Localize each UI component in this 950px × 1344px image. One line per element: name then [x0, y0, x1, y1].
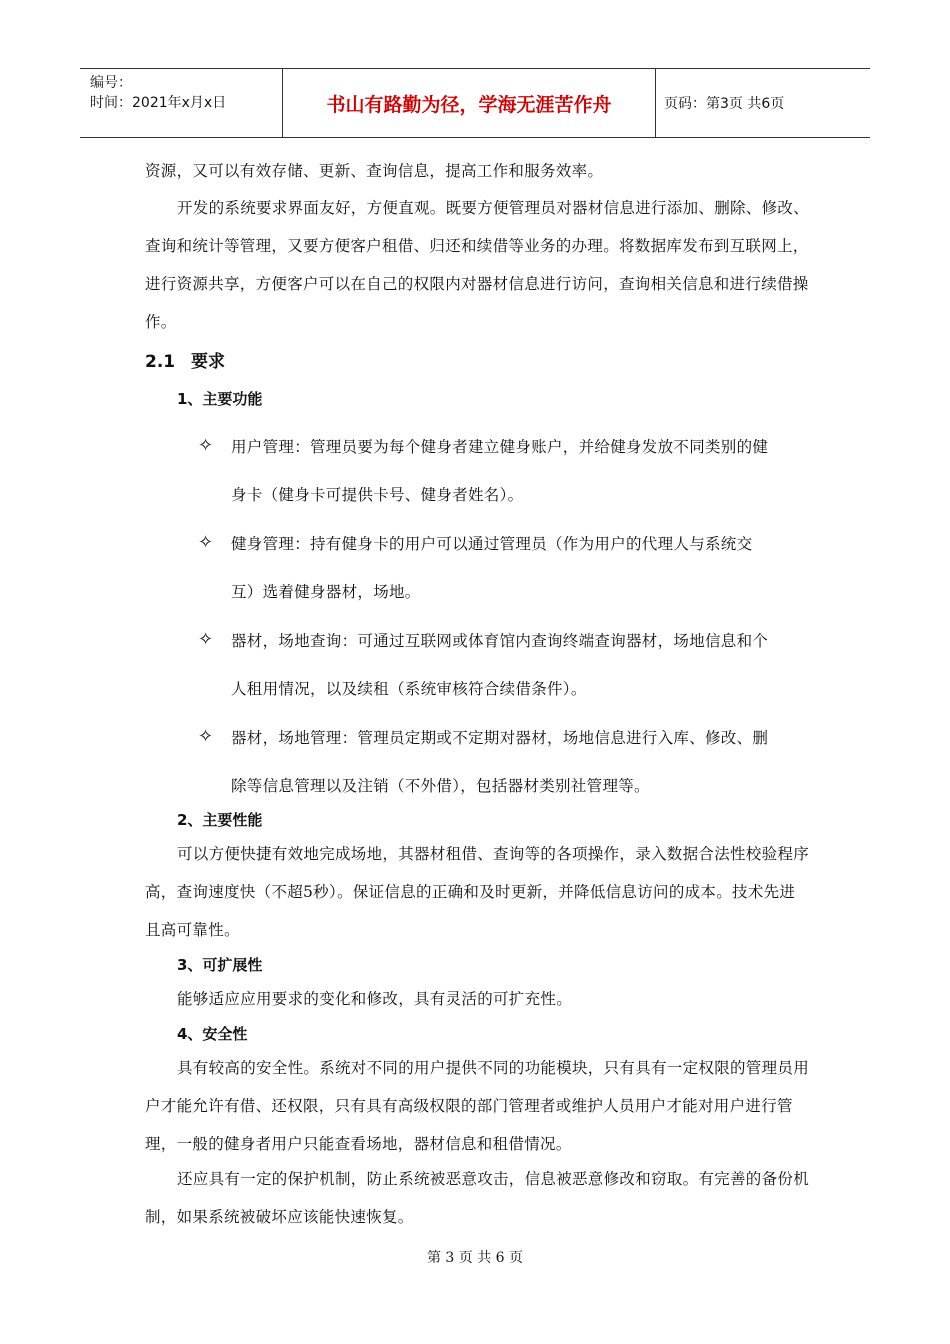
bullet-text-line: 器材，场地查询：可通过互联网或体育馆内查询终端查询器材，场地信息和个 [231, 632, 769, 650]
bullet-text-line: 互）选着健身器材，场地。 [231, 583, 421, 601]
bullet-text-line: 用户管理：管理员要为每个健身者建立健身账户，并给健身发放不同类别的健 [231, 438, 769, 456]
paragraph-extensibility: 能够适应应用要求的变化和修改，具有灵活的可扩充性。 [177, 990, 573, 1008]
paragraph-continuation: 资源，又可以有效存储、更新、查询信息，提高工作和服务效率。 [145, 162, 604, 180]
paragraph-protection: 还应具有一定的保护机制，防止系统被恶意攻击，信息被恶意修改和窃取。有完善的备份机制，如果系统被破坏应该能快速恢复。 [145, 1170, 810, 1226]
subsection-performance: 2、主要性能 [177, 811, 263, 829]
page-header [80, 68, 870, 138]
header-meta [80, 69, 282, 137]
bullet-text-line: 器材，场地管理：管理员定期或不定期对器材，场地信息进行入库、修改、删 [231, 729, 769, 747]
page-footer: 第 3 页 共 6 页 [426, 1250, 524, 1266]
star-bullet-icon: ✧ [198, 532, 214, 553]
star-bullet-icon: ✧ [198, 726, 214, 747]
section-heading [145, 347, 225, 372]
paragraph-performance: 可以方便快捷有效地完成场地，其器材租借、查询等的各项操作，录入数据合法性校验程序高，查询速度快（不超5秒）。保证信息的正确和及时更新，并降低信息访问的成本。技术先进且高可靠性。 [145, 845, 810, 939]
header-page-info: 页码：第3页 共6页 [664, 96, 785, 112]
header-motto: 书山有路勤为径，学海无涯苦作舟 [282, 69, 656, 137]
subsection-main-functions: 1、主要功能 [177, 390, 263, 408]
subsection-security: 4、安全性 [177, 1025, 248, 1043]
bullet-text-line: 除等信息管理以及注销（不外借），包括器材类别社管理等。 [231, 777, 650, 795]
section-number: 2.1 [145, 352, 176, 372]
header-date-label: 时间：2021年x月x日 [90, 95, 227, 111]
section-title: 要求 [191, 352, 225, 372]
header-number-label: 编号： [90, 75, 132, 91]
subsection-extensibility: 3、可扩展性 [177, 956, 263, 974]
paragraph-security: 具有较高的安全性。系统对不同的用户提供不同的功能模块，只有具有一定权限的管理员用户才能允许有借、还权限，只有具有高级权限的部门管理者或维护人员用户才能对用户进行管理，一般的健身者用户只能查看场地，器材信息和租借情况。 [145, 1059, 810, 1153]
star-bullet-icon: ✧ [198, 629, 214, 650]
paragraph-requirements-intro: 开发的系统要求界面友好，方便直观。既要方便管理员对器材信息进行添加、删除、修改、查询和统计等管理，又要方便客户租借、归还和续借等业务的办理。将数据库发布到互联网上，进行资源共享，方便客户可以在自己的权限内对器材信息进行访问，查询相关信息和进行续借操作。 [145, 199, 810, 331]
star-bullet-icon: ✧ [198, 435, 214, 456]
bullet-text-line: 健身管理：持有健身卡的用户可以通过管理员（作为用户的代理人与系统交 [231, 535, 753, 553]
bullet-text-line: 身卡（健身卡可提供卡号、健身者姓名）。 [231, 486, 524, 504]
bullet-text-line: 人租用情况，以及续租（系统审核符合续借条件）。 [231, 680, 587, 698]
